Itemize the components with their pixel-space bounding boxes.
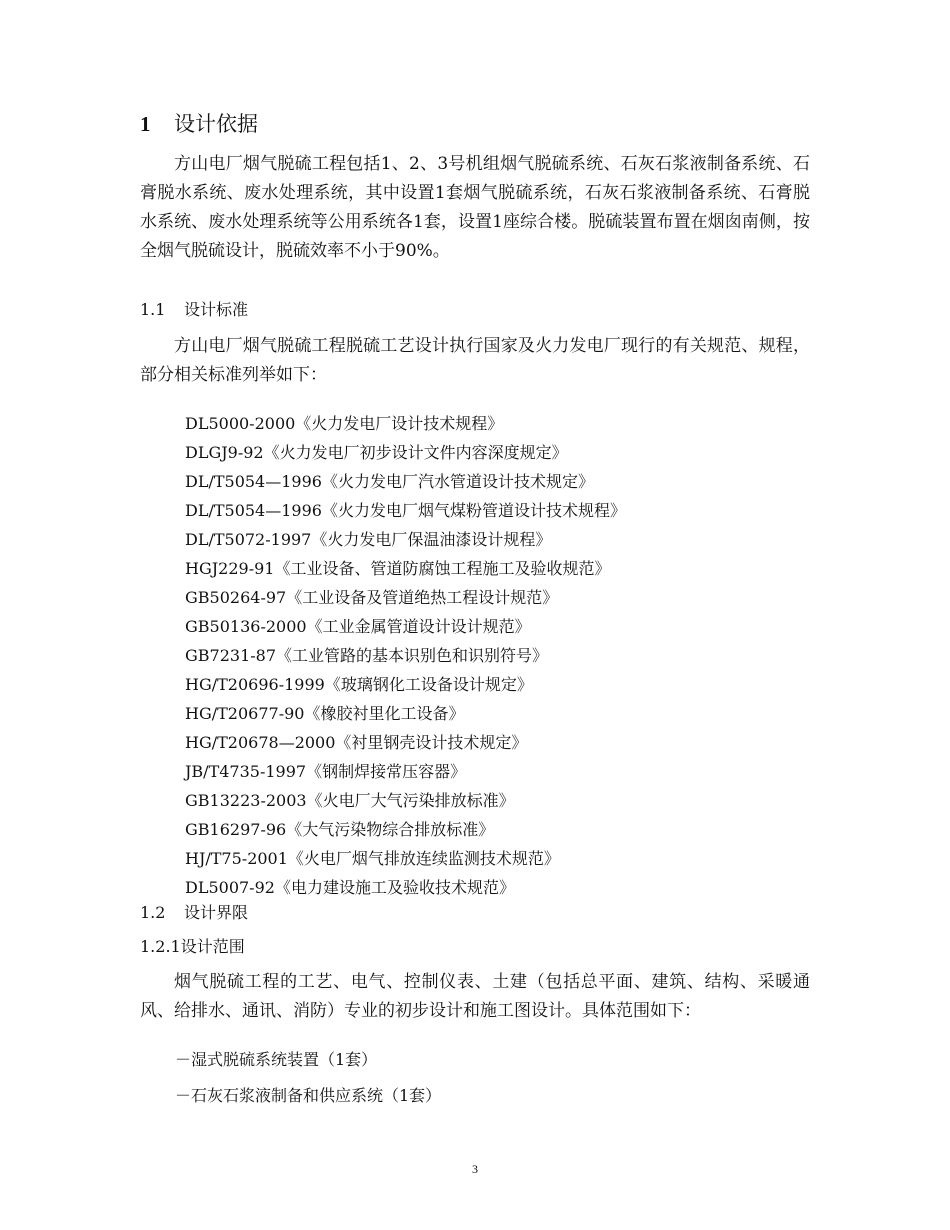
scope-item: －石灰石浆液制备和供应系统（1套）: [175, 1086, 442, 1105]
section-1-2-1-heading: 1.2.1设计范围: [140, 937, 245, 956]
page-number: 3: [472, 1162, 478, 1176]
section-1-number: 1: [140, 112, 151, 136]
standard-item: DL5000-2000《火力发电厂设计技术规程》: [185, 414, 504, 433]
scope-list: [175, 1042, 441, 1114]
standard-item: DL5007-92《电力建设施工及验收技术规范》: [185, 878, 515, 897]
standard-item: HJ/T75-2001《火电厂烟气排放连续监测技术规范》: [185, 849, 560, 868]
standard-item: JB/T4735-1997《钢制焊接常压容器》: [185, 762, 467, 781]
section-1-2-number: 1.2: [140, 903, 166, 922]
section-1-2-heading: [140, 901, 248, 925]
standard-item: HG/T20696-1999《玻璃钢化工设备设计规定》: [185, 675, 533, 694]
standard-item: HG/T20677-90《橡胶衬里化工设备》: [185, 704, 465, 723]
standard-item: GB13223-2003《火电厂大气污染排放标准》: [185, 791, 515, 810]
scope-item: －湿式脱硫系统装置（1套）: [175, 1050, 378, 1069]
standard-item: GB50264-97《工业设备及管道绝热工程设计规范》: [185, 588, 559, 607]
standard-item: DL/T5054—1996《火力发电厂汽水管道设计技术规定》: [185, 472, 594, 491]
standard-item: GB7231-87《工业管路的基本识别色和识别符号》: [185, 646, 549, 665]
section-1-paragraph: 方山电厂烟气脱硫工程包括1、2、3号机组烟气脱硫系统、石灰石浆液制备系统、石膏脱水系统、废水处理系统，其中设置1套烟气脱硫系统，石灰石浆液制备系统、石膏脱水系统、废水处理系统等公用系统各1套，设置1座综合楼。脱硫装置布置在烟囱南侧，按全烟气脱硫设计，脱硫效率不小于90%。: [140, 154, 810, 261]
section-1-2-title: 设计界限: [184, 903, 249, 922]
section-1-1-number: 1.1: [140, 300, 166, 319]
standard-item: GB16297-96《大气污染物综合排放标准》: [185, 820, 495, 839]
section-1-2-1-paragraph: 烟气脱硫工程的工艺、电气、控制仪表、土建（包括总平面、建筑、结构、采暖通风、给排水、通讯、消防）专业的初步设计和施工图设计。具体范围如下：: [140, 972, 810, 1021]
section-1-title: 设计依据: [174, 112, 258, 136]
standard-item: HG/T20678—2000《衬里钢壳设计技术规定》: [185, 733, 528, 752]
section-1-1-heading: [140, 298, 248, 322]
standards-list: [185, 409, 626, 902]
standard-item: DL/T5072-1997《火力发电厂保温油漆设计规程》: [185, 530, 552, 549]
section-1-1-paragraph: 方山电厂烟气脱硫工程脱硫工艺设计执行国家及火力发电厂现行的有关规范、规程，部分相关标准列举如下：: [140, 336, 810, 385]
section-1-1-title: 设计标准: [184, 300, 249, 319]
standard-item: HGJ229-91《工业设备、管道防腐蚀工程施工及验收规范》: [185, 559, 611, 578]
section-1-heading: [140, 110, 258, 138]
standard-item: DLGJ9-92《火力发电厂初步设计文件内容深度规定》: [185, 443, 568, 462]
standard-item: GB50136-2000《工业金属管道设计设计规范》: [185, 617, 531, 636]
standard-item: DL/T5054—1996《火力发电厂烟气煤粉管道设计技术规程》: [185, 501, 626, 520]
